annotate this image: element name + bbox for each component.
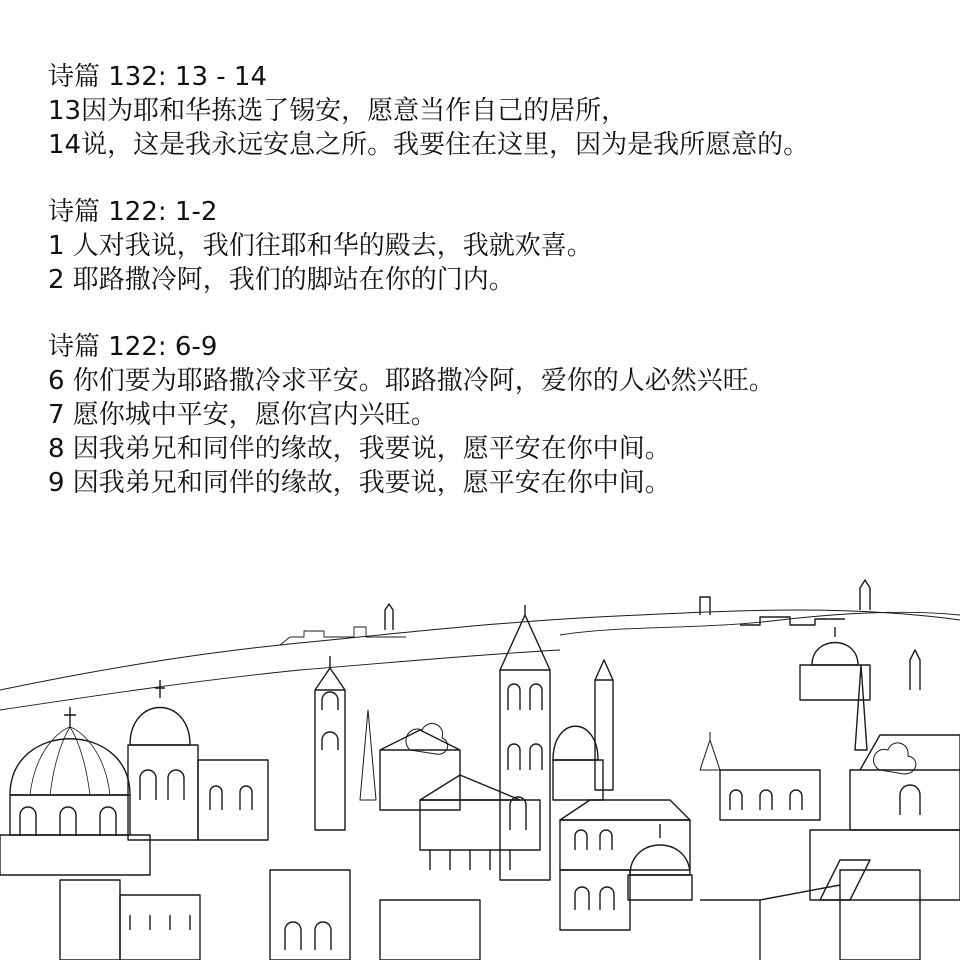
scripture-section-psalm-122-b <box>48 330 948 500</box>
verse-line: 13因为耶和华拣选了锡安，愿意当作自己的居所， <box>48 96 628 126</box>
verse-line: 9 因我弟兄和同伴的缘故，我要说，愿平安在你中间。 <box>48 468 671 498</box>
section-heading: 诗篇 122: 6-9 <box>48 332 218 362</box>
scripture-section-psalm-122-a <box>48 195 948 297</box>
verse-line: 2 耶路撒冷阿，我们的脚站在你的门内。 <box>48 265 515 295</box>
verse-line: 14说，这是我永远安息之所。我要住在这里，因为是我所愿意的。 <box>48 130 810 160</box>
jerusalem-city-sketch-icon <box>0 570 960 960</box>
verse-line: 6 你们要为耶路撒冷求平安。耶路撒冷阿，爱你的人必然兴旺。 <box>48 366 775 396</box>
verse-line: 1 人对我说，我们往耶和华的殿去，我就欢喜。 <box>48 231 593 261</box>
verse-line: 7 愿你城中平安，愿你宫内兴旺。 <box>48 400 437 430</box>
scripture-section-psalm-132 <box>48 60 948 162</box>
section-heading: 诗篇 132: 13 - 14 <box>48 62 267 92</box>
scripture-text <box>48 60 948 533</box>
verse-line: 8 因我弟兄和同伴的缘故，我要说，愿平安在你中间。 <box>48 434 671 464</box>
section-heading: 诗篇 122: 1-2 <box>48 197 218 227</box>
